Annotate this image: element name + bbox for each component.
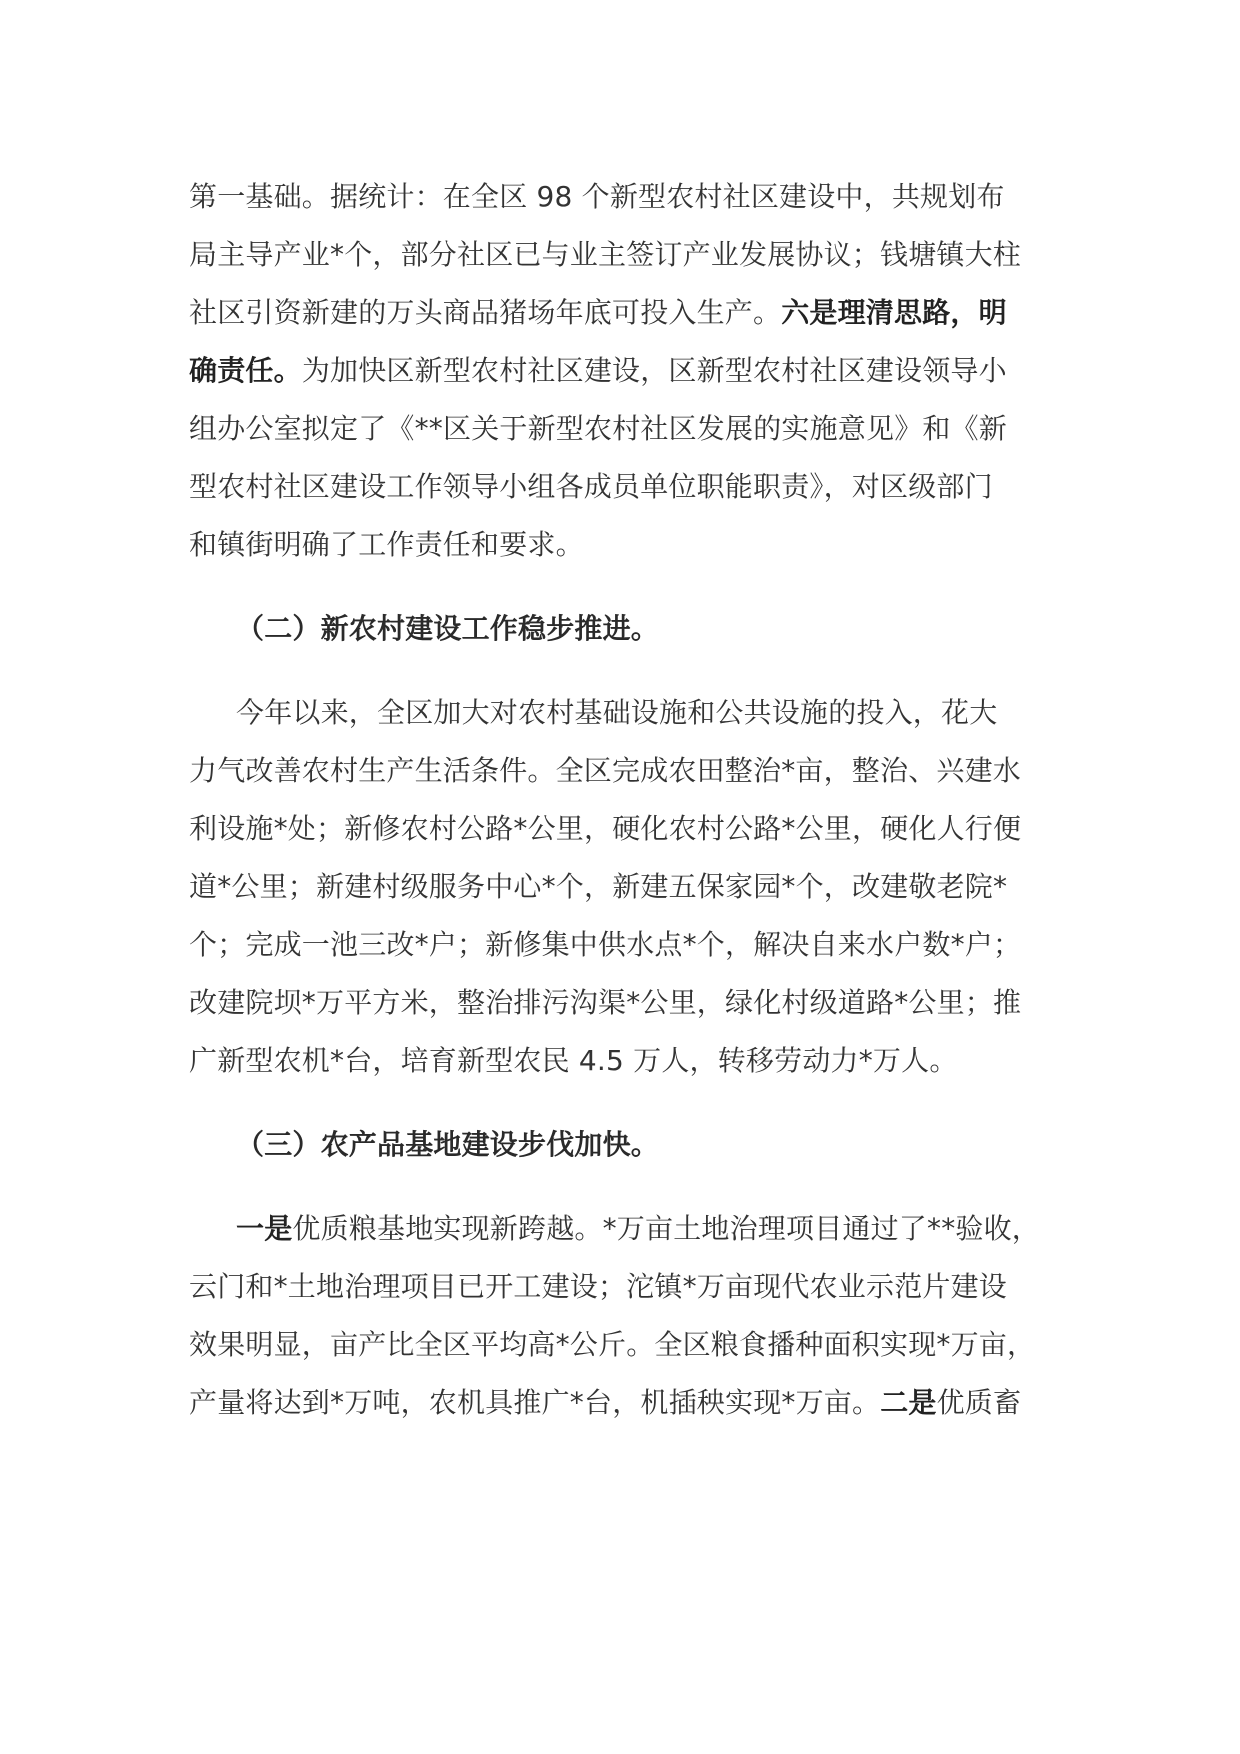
paragraph-2-line-3 bbox=[189, 809, 1021, 849]
text: 广新型农机*台，培育新型农民 4.5 万人，转移劳动力*万人。 bbox=[189, 1044, 958, 1077]
bold-lead-phrase: 一是 bbox=[236, 1212, 293, 1245]
section-heading-3: （三）农产品基地建设步伐加快。 bbox=[236, 1128, 660, 1161]
bold-lead-phrase: 二是 bbox=[880, 1386, 937, 1419]
text: 和镇街明确了工作责任和要求。 bbox=[189, 528, 584, 561]
paragraph-3-line-4 bbox=[189, 1383, 1021, 1423]
bold-lead-phrase: 确责任。 bbox=[189, 354, 302, 387]
section-heading-2: （二）新农村建设工作稳步推进。 bbox=[236, 612, 660, 645]
paragraph-2-line-1 bbox=[236, 693, 997, 733]
paragraph-1-line-5 bbox=[189, 409, 1007, 449]
paragraph-1-line-3 bbox=[189, 293, 1007, 333]
text: 局主导产业*个，部分社区已与业主签订产业发展协议；钱塘镇大柱 bbox=[189, 238, 1022, 271]
text: 效果明显，亩产比全区平均高*公斤。全区粮食播种面积实现*万亩， bbox=[189, 1328, 1036, 1361]
paragraph-2-line-2 bbox=[189, 751, 1021, 791]
text: 社区引资新建的万头商品猪场年底可投入生产。 bbox=[189, 296, 782, 329]
text: 云门和*土地治理项目已开工建设；沱镇*万亩现代农业示范片建设 bbox=[189, 1270, 1008, 1303]
paragraph-2-line-7 bbox=[189, 1041, 958, 1081]
paragraph-2-line-5 bbox=[189, 925, 1021, 965]
text: 道*公里；新建村级服务中心*个，新建五保家园*个，改建敬老院* bbox=[189, 870, 1008, 903]
text: 第一基础。据统计：在全区 98 个新型农村社区建设中，共规划布 bbox=[189, 180, 1005, 213]
paragraph-1-line-7 bbox=[189, 525, 584, 565]
paragraph-1-line-1 bbox=[189, 177, 1005, 217]
text: 力气改善农村生产生活条件。全区完成农田整治*亩，整治、兴建水 bbox=[189, 754, 1022, 787]
bold-lead-phrase: 六是理清思路，明 bbox=[781, 296, 1007, 329]
paragraph-1-line-6 bbox=[189, 467, 993, 507]
paragraph-1-line-4 bbox=[189, 351, 1007, 391]
text: 利设施*处；新修农村公路*公里，硬化农村公路*公里，硬化人行便 bbox=[189, 812, 1022, 845]
text: 今年以来，全区加大对农村基础设施和公共设施的投入，花大 bbox=[236, 696, 998, 729]
paragraph-1-line-2 bbox=[189, 235, 1021, 275]
text: 产量将达到*万吨，农机具推广*台，机插秧实现*万亩。 bbox=[189, 1386, 881, 1419]
paragraph-3-line-1 bbox=[236, 1209, 1040, 1249]
text: 型农村社区建设工作领导小组各成员单位职能职责》，对区级部门 bbox=[189, 470, 993, 503]
paragraph-3-line-2 bbox=[189, 1267, 1007, 1307]
text: 个；完成一池三改*户；新修集中供水点*个，解决自来水户数*户； bbox=[189, 928, 1022, 961]
paragraph-3-line-3 bbox=[189, 1325, 1035, 1365]
paragraph-2-line-6 bbox=[189, 983, 1021, 1023]
text: 优质畜 bbox=[936, 1386, 1022, 1419]
text: 改建院坝*万平方米，整治排污沟渠*公里，绿化村级道路*公里；推 bbox=[189, 986, 1022, 1019]
paragraph-2-line-4 bbox=[189, 867, 1007, 907]
text: 为加快区新型农村社区建设，区新型农村社区建设领导小 bbox=[301, 354, 1007, 387]
text: 组办公室拟定了《**区关于新型农村社区发展的实施意见》和《新 bbox=[189, 412, 1008, 445]
text: 优质粮基地实现新跨越。*万亩土地治理项目通过了**验收， bbox=[292, 1212, 1041, 1245]
